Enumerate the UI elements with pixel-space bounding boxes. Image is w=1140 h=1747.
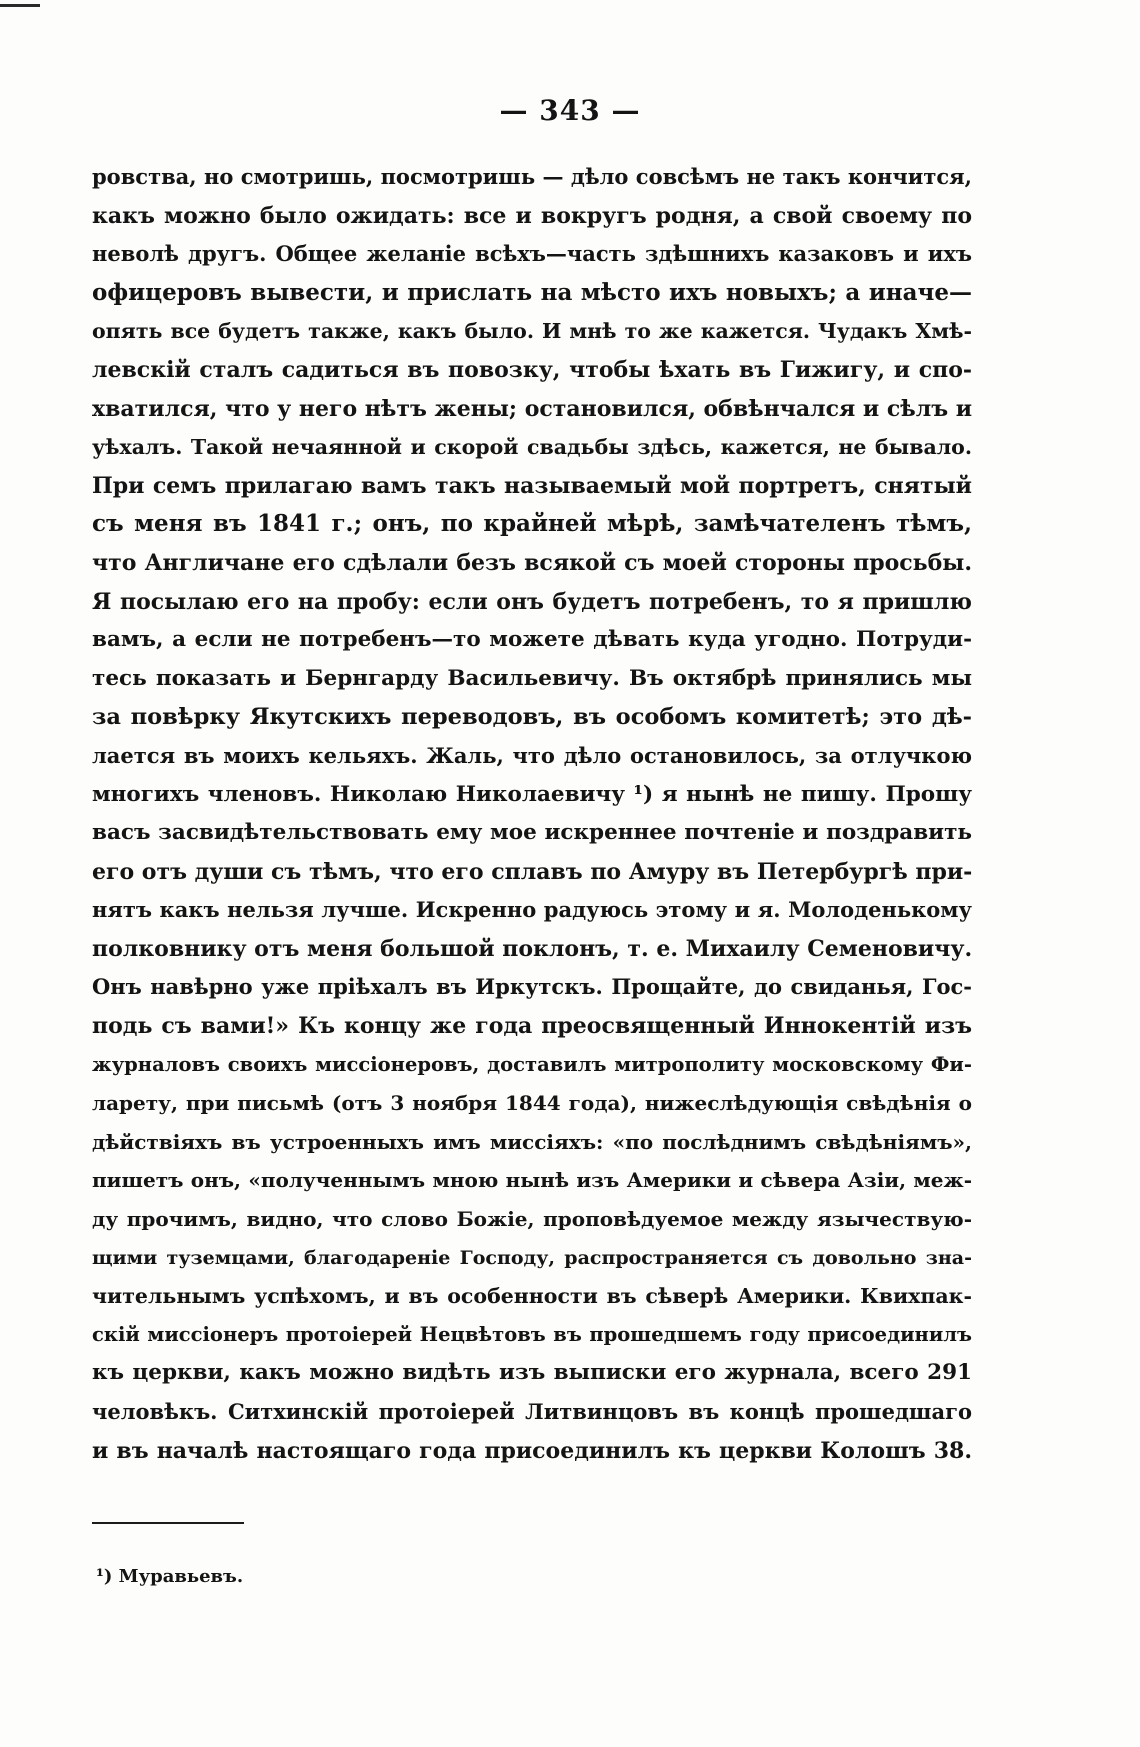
text-line: офицеровъ вывести, и прислать на мѣсто ихъ новыхъ; а иначе—	[92, 278, 972, 306]
text-line: При семъ прилагаю вамъ такъ называемый мой портретъ, снятый	[92, 472, 972, 499]
text-line: тесь показать и Бернгарду Васильевичу. Въ октябрѣ принялись мы	[92, 665, 972, 691]
text-line: многихъ членовъ. Николаю Николаевичу ¹) я нынѣ не пишу. Прошу	[92, 781, 972, 807]
text-line: дѣйствіяхъ въ устроенныхъ имъ миссіяхъ: «по послѣднимъ свѣдѣніямъ»,	[92, 1129, 972, 1154]
text-line: что Англичане его сдѣлали безъ всякой съ моей стороны просьбы.	[92, 549, 972, 576]
footnote-divider	[92, 1522, 244, 1524]
text-line: съ меня въ 1841 г.; онъ, по крайней мѣрѣ, замѣчателенъ тѣмъ,	[92, 510, 972, 538]
text-line: Онъ навѣрно уже пріѣхалъ въ Иркутскъ. Прощайте, до свиданья, Гос-	[92, 974, 972, 1000]
text-line: и въ началѣ настоящаго года присоединилъ къ церкви Колошъ 38.	[92, 1437, 972, 1464]
text-line: опять все будетъ также, какъ было. И мнѣ то же кажется. Чудакъ Хмѣ-	[92, 319, 972, 344]
footnote: ¹) Муравьевъ.	[96, 1566, 244, 1587]
page-edge-mark	[0, 4, 40, 7]
text-line: скій миссіонеръ протоіерей Нецвѣтовъ въ прошедшемъ году присоединилъ	[92, 1322, 972, 1346]
text-line: къ церкви, какъ можно видѣть изъ выписки его журнала, всего 291	[92, 1360, 972, 1386]
text-line: подь съ вами!» Къ концу же года преосвященный Иннокентій изъ	[92, 1013, 972, 1040]
page-number: — 343 —	[499, 94, 641, 127]
text-line: левскій сталъ садиться въ повозку, чтобы ѣхать въ Гижигу, и спо-	[92, 356, 972, 383]
text-line: ду прочимъ, видно, что слово Божіе, проповѣдуемое между язычествую-	[92, 1207, 972, 1232]
text-line: Я посылаю его на пробу: если онъ будетъ потребенъ, то я пришлю	[92, 588, 972, 615]
text-line: журналовъ своихъ миссіонеровъ, доставилъ митрополиту московскому Фи-	[92, 1052, 972, 1076]
text-line: чительнымъ успѣхомъ, и въ особенности въ сѣверѣ Америки. Квихпак-	[92, 1284, 972, 1309]
text-line: ровства, но смотришь, посмотришь — дѣло совсѣмъ не такъ кончится,	[92, 164, 972, 189]
body-text	[92, 158, 972, 1470]
text-line: васъ засвидѣтельствовать ему мое искреннее почтеніе и поздравить	[92, 820, 972, 846]
text-line: за повѣрку Якутскихъ переводовъ, въ особомъ комитетѣ; это дѣ-	[92, 704, 972, 731]
text-line: его отъ души съ тѣмъ, что его сплавъ по Амуру въ Петербургѣ при-	[92, 858, 972, 885]
text-line: ларету, при письмѣ (отъ 3 ноября 1844 года), нижеслѣдующія свѣдѣнія о	[92, 1091, 972, 1116]
text-line: вамъ, а если не потребенъ—то можете дѣвать куда угодно. Потруди-	[92, 627, 972, 653]
text-line: какъ можно было ожидать: все и вокругъ родня, а свой своему по	[92, 202, 972, 229]
text-line: хватился, что у него нѣтъ жены; остановился, обвѣнчался и сѣлъ и	[92, 395, 972, 422]
text-line: уѣхалъ. Такой нечаянной и скорой свадьбы здѣсь, кажется, не бывало.	[92, 435, 972, 460]
text-line: лается въ моихъ кельяхъ. Жаль, что дѣло остановилось, за отлучкою	[92, 742, 972, 768]
text-line: щими туземцами, благодареніе Господу, распространяется съ довольно зна-	[92, 1246, 972, 1269]
text-line: полковнику отъ меня большой поклонъ, т. е. Михаилу Семеновичу.	[92, 935, 972, 962]
text-line: человѣкъ. Ситхинскій протоіерей Литвинцовъ въ концѣ прошедшаго	[92, 1399, 972, 1424]
text-line: неволѣ другъ. Общее желаніе всѣхъ—часть здѣшнихъ казаковъ и ихъ	[92, 241, 972, 267]
text-line: нятъ какъ нельзя лучше. Искренно радуюсь этому и я. Молоденькому	[92, 897, 972, 923]
text-line: пишетъ онъ, «полученнымъ мною нынѣ изъ Америки и сѣвера Азіи, меж-	[92, 1168, 972, 1193]
